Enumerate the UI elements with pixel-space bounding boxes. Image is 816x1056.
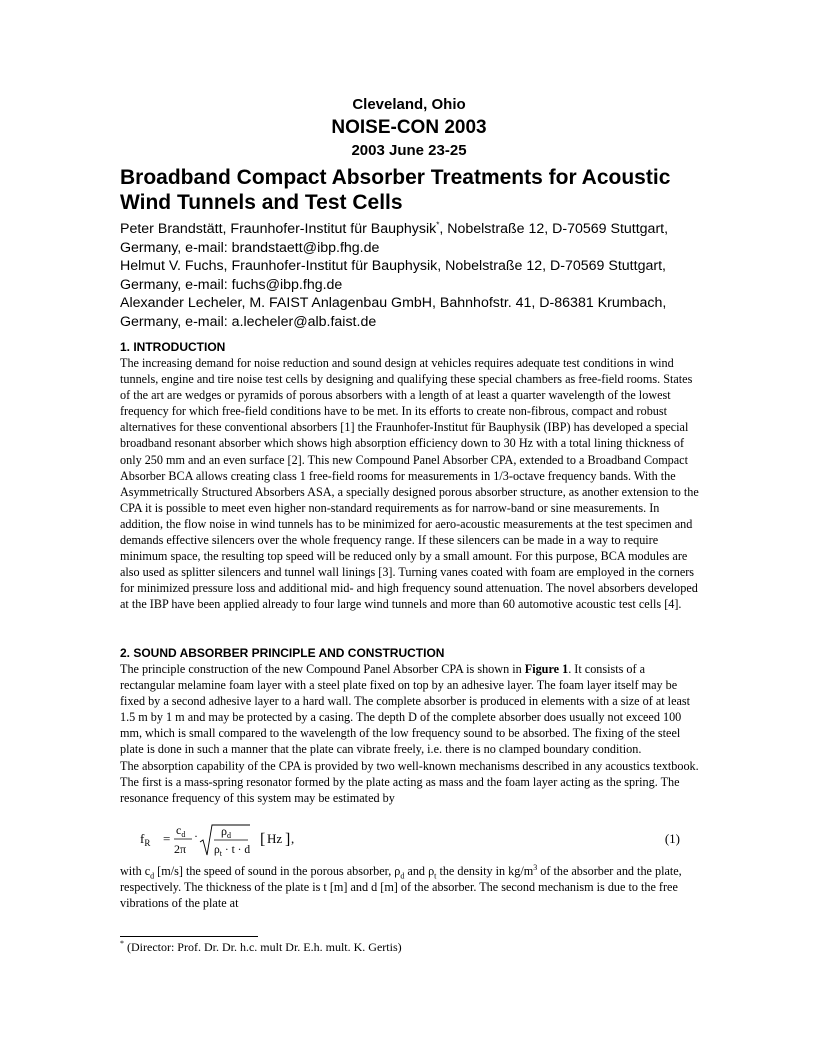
paper-title — [120, 165, 700, 215]
equation-number: (1) — [664, 831, 680, 846]
author-block — [120, 220, 698, 331]
section-2-body — [120, 661, 700, 806]
section-1-heading: 1. INTRODUCTION — [120, 340, 226, 354]
footnote-mark: * — [436, 220, 440, 230]
footnote-divider — [120, 936, 258, 937]
footnote-text: (Director: Prof. Dr. Dr. h.c. mult Dr. E.h. mult. K. Gertis) — [124, 940, 402, 954]
section-2-paragraph-2: The absorption capability of the CPA is provided by two well-known mechanisms described in any acoustics textbook. The first is a mass-spring resonator formed by the plate acting as mass and the foam layer acting as the spring. The resonance frequency of this system may be estimated by — [120, 758, 699, 805]
section-1-body — [120, 355, 700, 613]
author-1-line2: Germany, e-mail: brandstaett@ibp.fhg.de — [120, 239, 380, 256]
figure-1-ref: Figure 1 — [524, 662, 569, 676]
eq-rho-d: $\rho_d$ — [221, 824, 231, 840]
author-2-line2: Germany, e-mail: fuchs@ibp.fhg.de — [120, 276, 343, 293]
paper-title-line2: Wind Tunnels and Test Cells — [120, 191, 403, 214]
eq-bracket-right: ] — [285, 831, 291, 848]
author-1-address: , Nobelstraße 12, D-70569 Stuttgart, — [439, 221, 669, 237]
author-1-line1 — [120, 220, 698, 239]
equation-1-graphic — [120, 818, 700, 858]
eq-denominator: 2π — [174, 842, 187, 856]
section-2-body-cont — [120, 863, 700, 911]
section-1-paragraph: The increasing demand for noise reduction and sound design at vehicles requires adequate test conditions in wind tunnels, engine and tire noise test cells by designing and qualifying these special chambers as free-field rooms. States of the art are wedges or pyramids of porous absorbers with a length of at least a quarter wavelength of the lowest frequency for which free-field conditions have to be met. In its efforts to create non-fibrous, compact and robust alternatives for these conventional absorbers [1] the Fraunhofer-Institut für Bauphysik (IBP) has developed a special broadband resonant absorber which shows high absorption efficiency down to 30 Hz with a total lining thickness of only 250 mm and an even surface [2]. This new Compound Panel Absorber CPA, extended to a Broadband Compact Absorber BCA allows creating class 1 free-field rooms for measurements in 1/3-octave frequency bands. With the Asymmetrically Structured Absorbers ASA, a specially designed porous absorber structure, as another extension to the CPA it is possible to meet even higher non-standard requirements as for narrow-band or sine measurements. In addition, the flow noise in wind tunnels has to be minimized for aero-acoustic measurements at the test specimen and demands effective silencers over the whole frequency range. If these silencers can be made in a way to require minimum space, the resulting top speed will be reduced only by a small amount. For this purpose, BCA modules are also used as splitter silencers and tunnel wall linings [3]. Turning vanes coated with foam are employed in the corners for minimized pressure loss and additional mid- and high frequency sound attenuation. The novel absorbers developed at the IBP have been applied already to four large wind tunnels and more than 60 automotive acoustic test cells [4]. — [120, 356, 699, 612]
footnote — [120, 940, 698, 955]
eq-bracket-left: [ — [260, 831, 266, 848]
section-2-paragraph-1: The principle construction of the new Compound Panel Absorber CPA is shown in Figure 1. It consists of a rectangular melamine foam layer with a steel plate fixed on top by an adhesive layer. The foam layer itself may be fixed by a second adhesive layer to a hard wall. The complete absorber is produced in elements with a size of at least 1.5 m by 1 m and may be protected by a casing. The depth D of the complete absorber does usually not exceed 100 mm, which is small compared to the wavelength of the low frequency sound to be absorbed. The fixing of the steel plate is done in such a manner that the plate can vibrate freely, i.e. there is no clamped boundary condition. — [120, 662, 691, 757]
eq-equals: = — [163, 831, 171, 846]
eq-unit: Hz — [267, 831, 283, 846]
conference-name: NOISE-CON 2003 — [331, 117, 487, 138]
eq-comma: , — [291, 831, 295, 846]
paper-title-line1: Broadband Compact Absorber Treatments for Acoustic — [120, 166, 671, 189]
author-3-line1: Alexander Lecheler, M. FAIST Anlagenbau GmbH, Bahnhofstr. 41, D-86381 Krumbach, — [120, 295, 667, 311]
conference-location: Cleveland, Ohio — [352, 96, 466, 113]
author-2-line1: Helmut V. Fuchs, Fraunhofer-Institut für Bauphysik, Nobelstraße 12, D-70569 Stuttgart, — [120, 258, 666, 274]
author-1-affil: Peter Brandstätt, Fraunhofer-Institut für Bauphysik — [120, 221, 437, 237]
eq-dot: · — [194, 829, 198, 843]
eq-rho-t: $\rho_t \cdot t \cdot d$ — [214, 844, 251, 858]
equation-1 — [120, 818, 700, 858]
section-2-heading: 2. SOUND ABSORBER PRINCIPLE AND CONSTRUCTION — [120, 646, 445, 660]
eq-numerator: $c_d$ — [176, 823, 186, 839]
footnote-mark-ref: * — [120, 939, 124, 948]
eq-lhs: $f_R$ — [140, 831, 151, 848]
author-3-line2: Germany, e-mail: a.lecheler@alb.faist.de — [120, 313, 377, 330]
section-2-paragraph-3: with $c_d$ [m/s] the speed of sound in the porous absorber, $\rho_d$ and $\rho_t$ the density in $kg/m^3$ of the absorber and the plate, respectively. The thickness of the plate is t [m] and d [m] of the absorber. The second mechanism is due to the free vibrations of the plate at — [120, 862, 682, 911]
conference-date: 2003 June 23-25 — [351, 142, 467, 159]
